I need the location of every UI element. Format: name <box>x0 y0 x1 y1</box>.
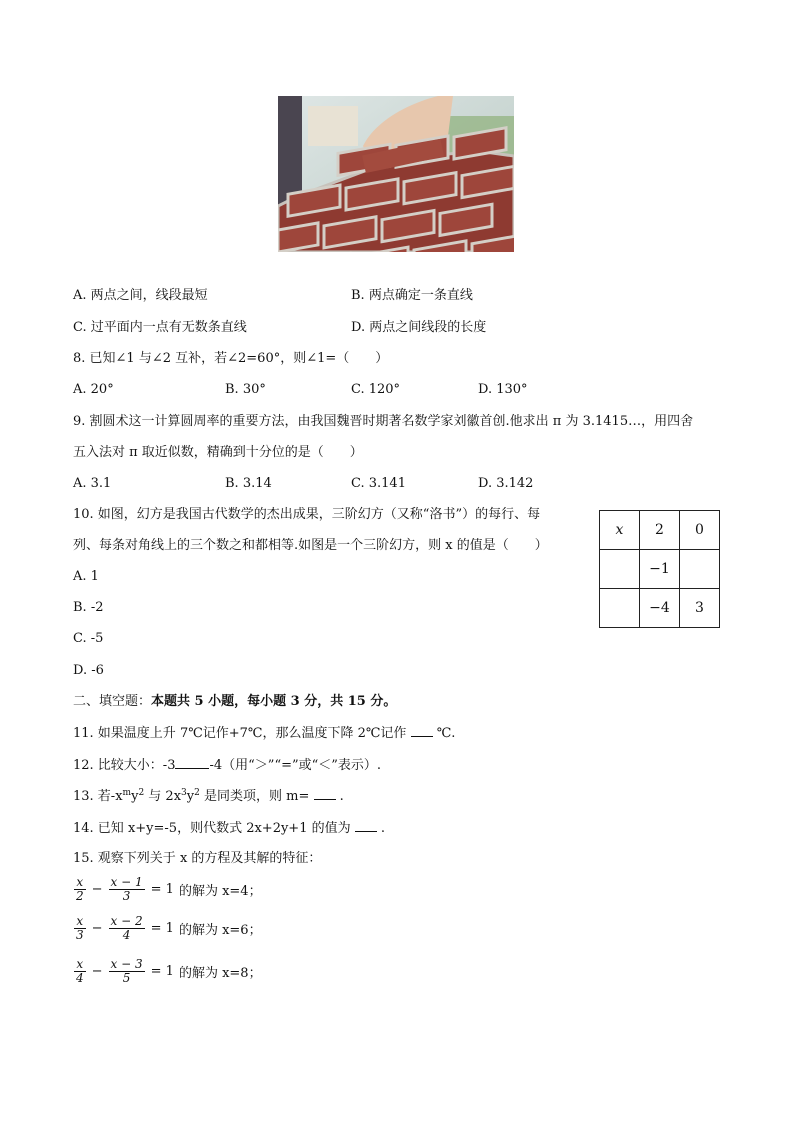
grid-cell: 0 <box>680 511 720 550</box>
numerator: x <box>74 876 86 890</box>
q13 <box>73 787 344 806</box>
q12-text: 12. 比较大小：-3 <box>73 758 176 773</box>
q11 <box>73 724 455 743</box>
q10-line2: 列、每条对角线上的三个数之和都相等.如图是一个三阶幻方，则 x 的值是（ ） <box>73 538 548 553</box>
grid-cell <box>600 589 640 628</box>
q11-text: 11. 如果温度上升 7℃记作+7℃，那么温度下降 2℃记作 <box>73 726 407 741</box>
rhs: = 1 <box>150 964 174 979</box>
section2-header <box>73 693 396 711</box>
q7-option-c: C. 过平面内一点有无数条直线 <box>73 320 247 335</box>
q13-sup: m <box>122 788 132 798</box>
numerator: x − 1 <box>110 875 143 889</box>
q8-option-a: A. 20° <box>73 382 114 397</box>
q13-pre: 13. 若-x <box>73 789 123 804</box>
magic-square-grid <box>599 510 720 628</box>
grid-cell: 3 <box>680 589 720 628</box>
denominator: 5 <box>122 971 131 985</box>
fraction <box>109 958 145 985</box>
denominator: 2 <box>76 889 84 903</box>
grid-cell: −4 <box>640 589 680 628</box>
solution: 的解为 x=4； <box>178 884 262 899</box>
q9-option-c: C. 3.141 <box>351 476 406 491</box>
q13-sup: 2 <box>138 788 145 798</box>
section2-title: 二、填空题： <box>73 694 152 709</box>
grid-cell: 2 <box>640 511 680 550</box>
fraction <box>109 876 145 903</box>
q8-option-c: C. 120° <box>351 382 401 397</box>
q10-option-b: B. -2 <box>73 600 104 615</box>
denominator: 4 <box>122 928 131 942</box>
q9-line2: 五入法对 π 取近似数，精确到十分位的是（ ） <box>73 445 363 460</box>
numerator: x <box>74 958 86 972</box>
q9-option-d: D. 3.142 <box>478 476 534 491</box>
q10-option-d: D. -6 <box>73 663 104 678</box>
q13-sup: 2 <box>194 788 200 798</box>
q13-blank[interactable] <box>314 787 336 800</box>
rhs: = 1 <box>150 921 174 936</box>
numerator: x <box>74 915 86 929</box>
q12 <box>73 756 381 775</box>
q13-sup: 3 <box>181 788 187 798</box>
q15-equation: $\frac{x}{2}$ − $\frac{x - 1}{3}$ = 1 的解为 x=4； <box>76 875 262 903</box>
q13-var: y <box>186 789 195 804</box>
q7-option-b: B. 两点确定一条直线 <box>351 288 473 303</box>
solution: 的解为 x=8； <box>178 966 262 981</box>
q14-blank[interactable] <box>355 819 377 832</box>
rhs: = 1 <box>150 882 174 897</box>
q14-tail: . <box>380 821 386 836</box>
grid-cell: x <box>600 511 640 550</box>
q12-tail: -4（用“＞”“=”或“＜”表示）. <box>209 758 382 773</box>
q12-blank[interactable] <box>175 756 209 769</box>
grid-cell <box>680 550 720 589</box>
denominator: 4 <box>76 971 84 985</box>
denominator: 3 <box>122 889 131 903</box>
q7-option-a: A. 两点之间，线段最短 <box>73 288 208 303</box>
q8-stem: 8. 已知∠1 与∠2 互补，若∠2=60°，则∠1=（ ） <box>73 351 389 366</box>
fraction <box>74 876 86 903</box>
q13-var: y <box>131 789 139 804</box>
q8-option-d: D. 130° <box>478 382 528 397</box>
fraction <box>74 958 86 985</box>
denominator: 3 <box>76 928 84 942</box>
q13-mid: 与 2x <box>144 789 182 804</box>
grid-cell <box>600 550 640 589</box>
q15-equation: $\frac{x}{3}$ − $\frac{x - 2}{4}$ = 1 的解为 x=6； <box>76 914 262 942</box>
q14-text: 14. 已知 x+y=-5，则代数式 2x+2y+1 的值为 <box>73 821 351 836</box>
q10-option-a: A. 1 <box>73 569 99 584</box>
numerator: x − 2 <box>110 914 143 928</box>
q9-line1: 9. 割圆术这一计算圆周率的重要方法，由我国魏晋时期著名数学家刘徽首创.他求出 π 为 3.1415…，用四舍 <box>73 414 694 429</box>
numerator: x − 3 <box>110 957 143 971</box>
q11-blank[interactable] <box>411 724 433 737</box>
q13-tail: . <box>339 789 344 804</box>
grid-cell: −1 <box>640 550 680 589</box>
q8-option-b: B. 30° <box>225 382 266 397</box>
fraction <box>74 915 86 942</box>
fraction <box>109 915 145 942</box>
q10-option-c: C. -5 <box>73 631 104 646</box>
section2-desc: 本题共 5 小题，每小题 3 分，共 15 分。 <box>151 694 397 709</box>
q9-option-b: B. 3.14 <box>225 476 272 491</box>
solution: 的解为 x=6； <box>178 923 262 938</box>
q10-line1: 10. 如图，幻方是我国古代数学的杰出成果，三阶幻方（又称“洛书”）的每行、每 <box>73 507 541 522</box>
q11-tail: ℃. <box>436 726 456 741</box>
q15-stem: 15. 观察下列关于 x 的方程及其解的特征： <box>73 851 322 866</box>
brick-wall-photo <box>278 96 514 252</box>
q7-option-d: D. 两点之间线段的长度 <box>351 320 487 335</box>
q14 <box>73 819 385 838</box>
q9-option-a: A. 3.1 <box>73 476 112 491</box>
q15-equation: $\frac{x}{4}$ − $\frac{x - 3}{5}$ = 1 的解为 x=8； <box>76 957 262 985</box>
q13-post: 是同类项，则 m= <box>199 789 310 804</box>
